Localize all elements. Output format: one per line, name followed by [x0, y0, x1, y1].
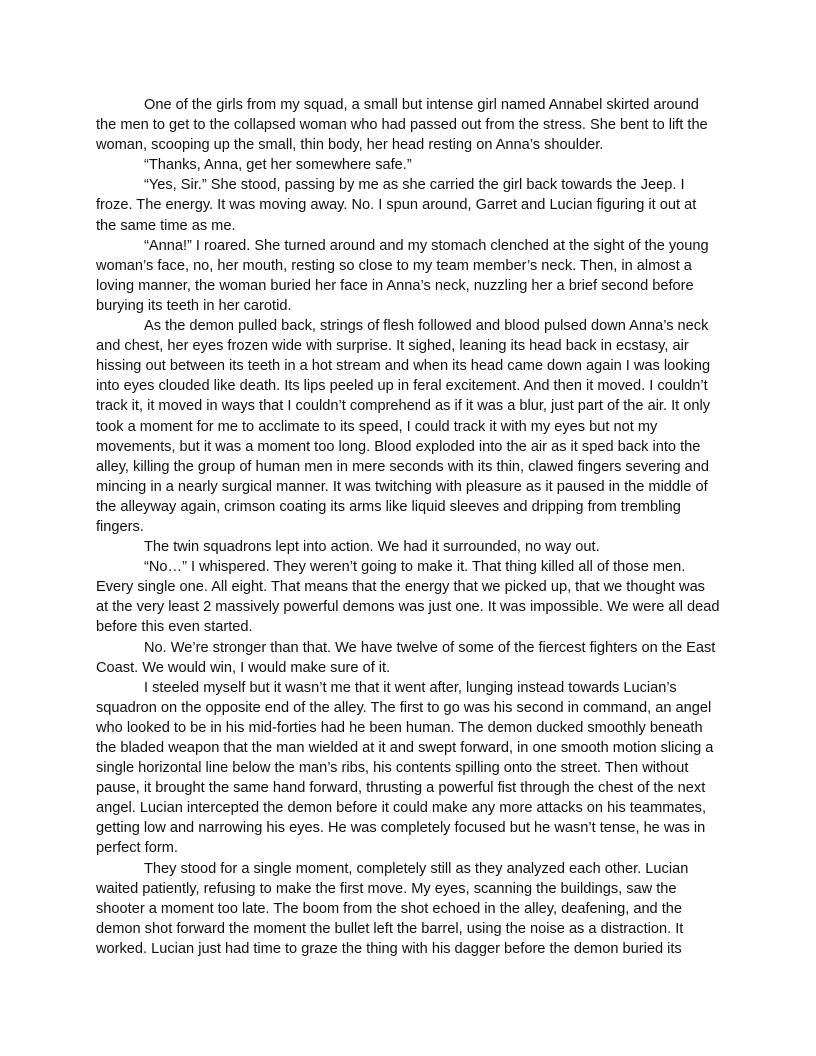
paragraph-1: One of the girls from my squad, a small but intense girl named Annabel skirted around the men to get to the collapsed woman who had passed out from the stress. She bent to lift the woman, scooping up the small, thin body, her head resting on Anna’s shoulder.: [96, 97, 708, 154]
paragraph-5: As the demon pulled back, strings of flesh followed and blood pulsed down Anna’s neck and chest, her eyes frozen wide with surprise. It sighed, leaning its head back in ecstasy, air hissing out between its teeth in a hot stream and when its head came down again I was looking into eyes clouded like death. Its lips peeled up in feral excitement. And then it moved. I couldn’t track it, it moved in ways that I couldn’t comprehend as if it was a blur, just part of the air. It only took a moment for me to acclimate to its speed, I could track it with my eyes but not my movements, but it was a moment too long. Blood exploded into the air as it sped back into the alley, killing the group of human men in mere seconds with its thin, clawed fingers severing and mincing in a nearly surgical manner. It was twitching with pleasure as it paused in the middle of the alleyway again, crimson coating its arms like liquid sleeves and dripping from trembling fingers.: [96, 318, 711, 535]
paragraph-10: They stood for a single moment, completely still as they analyzed each other. Lucian waited patiently, refusing to make the first move. My eyes, scanning the buildings, saw the shooter a moment too late. The boom from the shot echoed in the alley, deafening, and the demon shot forward the moment the bullet left the barrel, using the noise as a distraction. It worked. Lucian just had time to graze the thing with his dagger before the demon buried its: [96, 860, 689, 957]
paragraph-3: “Yes, Sir.” She stood, passing by me as she carried the girl back towards the Jeep. I froze. The energy. It was moving away. No. I spun around, Garret and Lucian figuring it out at the same time as me.: [96, 177, 697, 234]
paragraph-7: “No…” I whispered. They weren’t going to make it. That thing killed all of those men. Every single one. All eight. That means that the energy that we picked up, that we thought was at the very least 2 massively powerful demons was just one. It was impossible. We were all dead before this even started.: [96, 559, 720, 636]
paragraph-2: “Thanks, Anna, get her somewhere safe.”: [144, 157, 412, 174]
paragraph-4: “Anna!” I roared. She turned around and my stomach clenched at the sight of the young woman’s face, no, her mouth, resting so close to my team member’s neck. Then, in almost a loving manner, the woman buried her face in Anna’s neck, nuzzling her a brief second before burying its teeth in her carotid.: [96, 237, 709, 314]
document-page: [96, 95, 720, 959]
paragraph-9: I steeled myself but it wasn’t me that it went after, lunging instead towards Lucian’s squadron on the opposite end of the alley. The first to go was his second in command, an angel who looked to be in his mid-forties had he been human. The demon ducked smoothly beneath the bladed weapon that the man wielded at it and swept forward, in one smooth motion slicing a single horizontal line below the man’s ribs, his contents spilling onto the street. Then without pause, it brought the same hand forward, thrusting a powerful fist through the chest of the next angel. Lucian intercepted the demon before it could make any more attacks on his teammates, getting low and narrowing his eyes. He was completely focused but he wasn’t tense, he was in perfect form.: [96, 679, 714, 857]
paragraph-6: The twin squadrons lept into action. We had it surrounded, no way out.: [144, 539, 600, 556]
paragraph-8: No. We’re stronger than that. We have twelve of some of the fiercest fighters on the East Coast. We would win, I would make sure of it.: [96, 639, 716, 676]
